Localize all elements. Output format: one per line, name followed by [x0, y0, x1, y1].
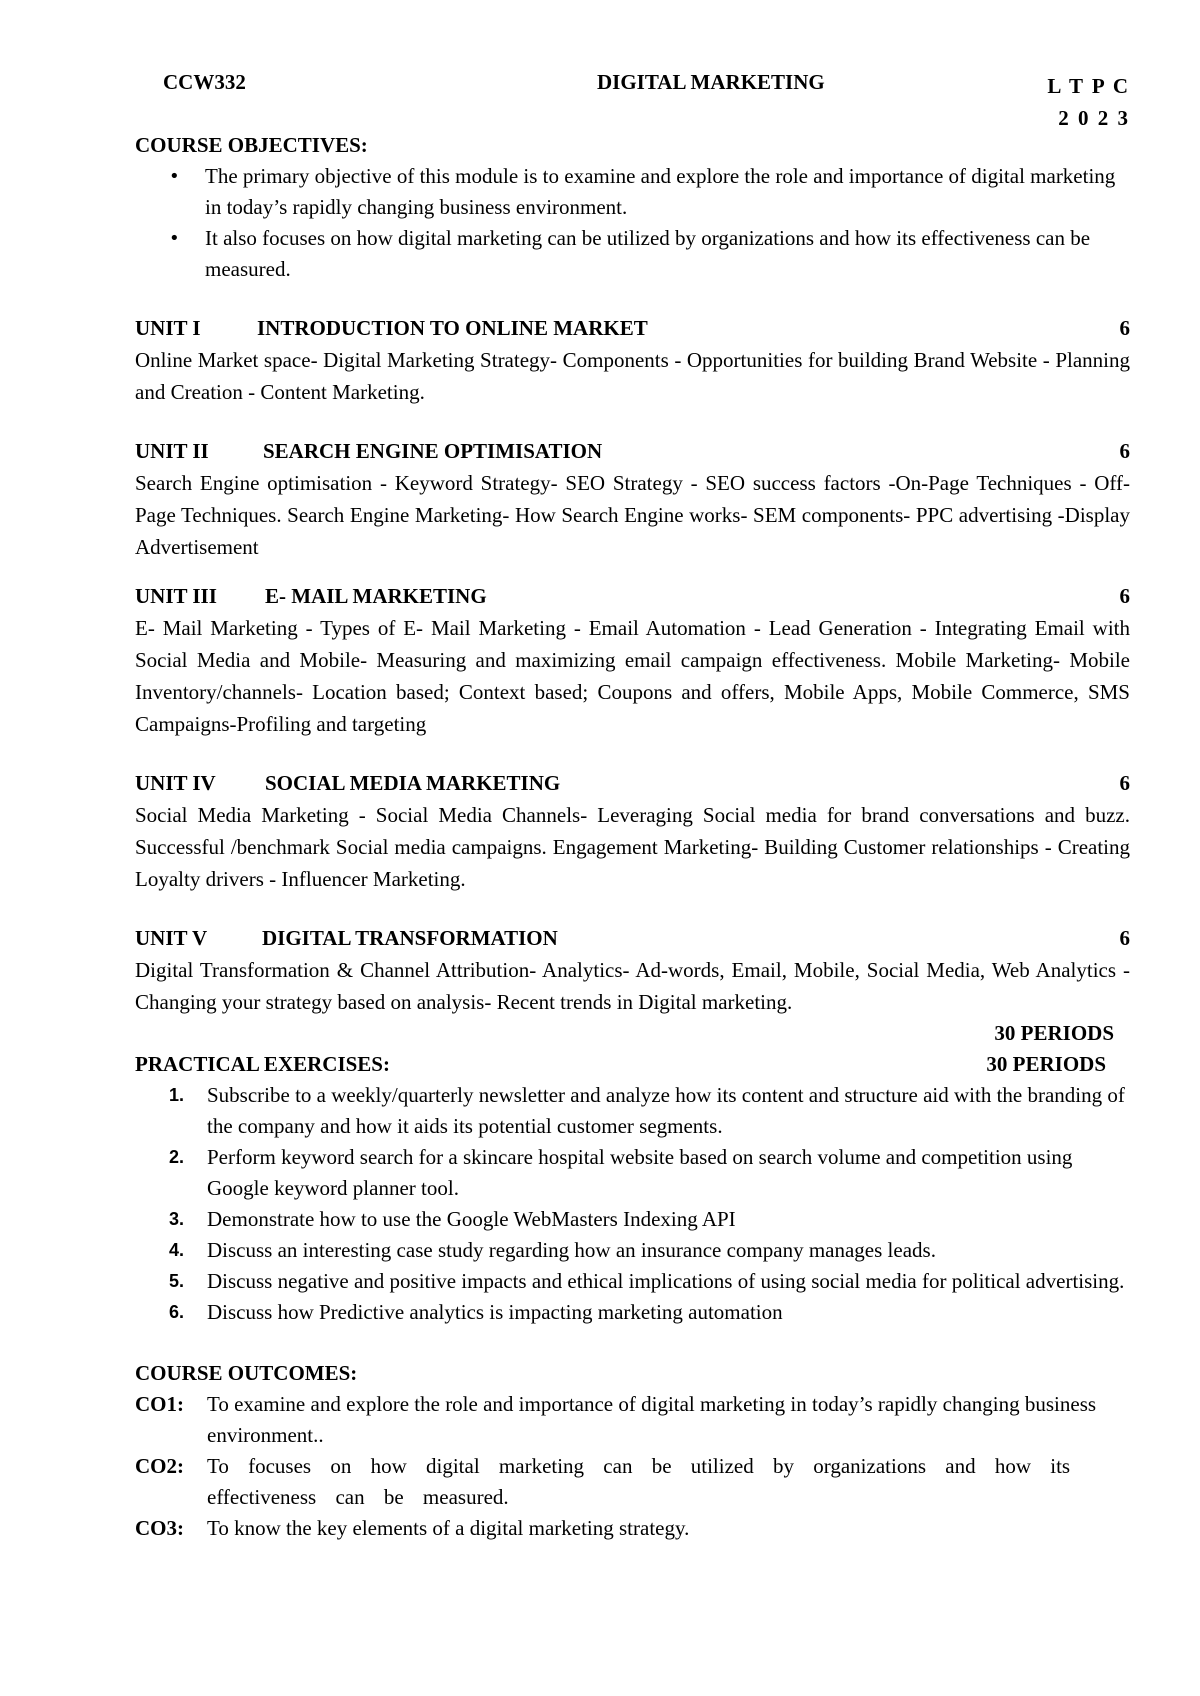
unit-hours: 6	[1119, 439, 1130, 463]
unit-name: SEARCH ENGINE OPTIMISATION	[263, 439, 603, 463]
outcome-item	[135, 1389, 1130, 1451]
exercise-number: 5.	[169, 1271, 185, 1291]
ltpc-label: L T P C	[1047, 74, 1130, 98]
outcome-text: To know the key elements of a digital marketing strategy.	[207, 1516, 690, 1540]
course-header	[135, 70, 1130, 130]
outcome-label: CO3:	[135, 1516, 184, 1540]
unit-4	[135, 768, 1130, 895]
unit-heading	[135, 313, 1130, 344]
objective-item: • The primary objective of this module is to examine and explore the role and importance of digital marketing in today’s rapidly changing business environment.	[205, 161, 1130, 223]
unit-number: UNIT III	[135, 584, 217, 608]
unit-heading	[135, 923, 1130, 954]
exercise-text: Discuss how Predictive analytics is impacting marketing automation	[207, 1300, 783, 1324]
unit-body: Search Engine optimisation - Keyword Strategy- SEO Strategy - SEO success factors -On-Page Techniques - Off-Page Techniques. Search Engine Marketing- How Search Engine works- SEM components- PPC advertising -Display Advertisement	[135, 471, 1130, 559]
exercise-item	[169, 1204, 1130, 1235]
course-title: DIGITAL MARKETING	[597, 70, 825, 94]
outcome-label: CO2:	[135, 1454, 184, 1478]
unit-heading	[135, 581, 1130, 612]
unit-name: DIGITAL TRANSFORMATION	[262, 926, 558, 950]
course-outcomes	[135, 1358, 1130, 1544]
practical-title: PRACTICAL EXERCISES:	[135, 1052, 390, 1076]
unit-2	[135, 436, 1130, 563]
practical-periods: 30 PERIODS	[986, 1052, 1106, 1076]
ltpc-block	[1047, 70, 1130, 134]
unit-body: E- Mail Marketing - Types of E- Mail Marketing - Email Automation - Lead Generation - Integrating Email with Social Media and Mobile- Measuring and maximizing email campaign effectiveness. Mobile Marketing- Mobile Inventory/channels- Location based; Context based; Coupons and offers, Mobile Apps, Mobile Commerce, SMS Campaigns-Profiling and targeting	[135, 616, 1130, 736]
unit-hours: 6	[1119, 316, 1130, 340]
unit-1	[135, 313, 1130, 408]
unit-name: INTRODUCTION TO ONLINE MARKET	[257, 316, 648, 340]
unit-number: UNIT IV	[135, 771, 216, 795]
exercise-item	[169, 1142, 1130, 1204]
unit-3	[135, 581, 1130, 740]
outcome-label: CO1:	[135, 1392, 184, 1416]
objectives-list	[135, 161, 1130, 285]
unit-body: Online Market space- Digital Marketing Strategy- Components - Opportunities for building Brand Website - Planning and Creation - Content Marketing.	[135, 348, 1130, 404]
unit-body: Social Media Marketing - Social Media Channels- Leveraging Social media for brand conversations and buzz. Successful /benchmark Social media campaigns. Engagement Marketing- Building Customer relationships - Creating Loyalty drivers - Influencer Marketing.	[135, 803, 1130, 891]
practical-heading	[135, 1049, 1130, 1080]
outcome-item	[135, 1513, 1130, 1544]
unit-hours: 6	[1119, 584, 1130, 608]
exercise-list	[135, 1080, 1130, 1328]
unit-heading	[135, 768, 1130, 799]
unit-hours: 6	[1119, 771, 1130, 795]
unit-5	[135, 923, 1130, 1018]
outcome-item	[135, 1451, 1130, 1513]
theory-periods: 30 PERIODS	[994, 1021, 1114, 1045]
course-objectives	[135, 130, 1130, 285]
syllabus-page	[135, 70, 1130, 1544]
unit-name: E- MAIL MARKETING	[265, 584, 487, 608]
objectives-title: COURSE OBJECTIVES:	[135, 133, 368, 157]
unit-number: UNIT I	[135, 316, 201, 340]
exercise-item	[169, 1080, 1130, 1142]
course-code: CCW332	[163, 70, 246, 94]
exercise-number: 1.	[169, 1085, 185, 1105]
unit-number: UNIT V	[135, 926, 208, 950]
outcome-text: To focuses on how digital marketing can be utilized by organizations and how its effectiveness can be measured.	[207, 1454, 1071, 1509]
outcome-text: To examine and explore the role and importance of digital marketing in today’s rapidly changing business environment..	[207, 1392, 1097, 1447]
exercise-item	[169, 1235, 1130, 1266]
exercise-text: Subscribe to a weekly/quarterly newsletter and analyze how its content and structure aid with the branding of the company and how it aids its potential customer segments.	[207, 1083, 1125, 1138]
exercise-item	[169, 1266, 1130, 1297]
unit-name: SOCIAL MEDIA MARKETING	[265, 771, 561, 795]
unit-heading	[135, 436, 1130, 467]
outcomes-title: COURSE OUTCOMES:	[135, 1361, 358, 1385]
practical-exercises	[135, 1049, 1130, 1328]
exercise-number: 4.	[169, 1240, 185, 1260]
unit-number: UNIT II	[135, 439, 209, 463]
objective-item: • It also focuses on how digital marketing can be utilized by organizations and how its effectiveness can be measured.	[205, 223, 1130, 285]
exercise-text: Demonstrate how to use the Google WebMasters Indexing API	[207, 1207, 736, 1231]
exercise-text: Discuss an interesting case study regarding how an insurance company manages leads.	[207, 1238, 936, 1262]
exercise-number: 3.	[169, 1209, 185, 1229]
unit-hours: 6	[1119, 926, 1130, 950]
exercise-text: Discuss negative and positive impacts and ethical implications of using social media for political advertising.	[207, 1269, 1125, 1293]
ltpc-values: 2 0 2 3	[1058, 106, 1130, 130]
exercise-text: Perform keyword search for a skincare hospital website based on search volume and competition using Google keyword planner tool.	[207, 1145, 1073, 1200]
exercise-item	[169, 1297, 1130, 1328]
exercise-number: 6.	[169, 1302, 185, 1322]
exercise-number: 2.	[169, 1147, 185, 1167]
unit-body: Digital Transformation & Channel Attribution- Analytics- Ad-words, Email, Mobile, Social Media, Web Analytics - Changing your strategy based on analysis- Recent trends in Digital marketing.	[135, 958, 1130, 1014]
